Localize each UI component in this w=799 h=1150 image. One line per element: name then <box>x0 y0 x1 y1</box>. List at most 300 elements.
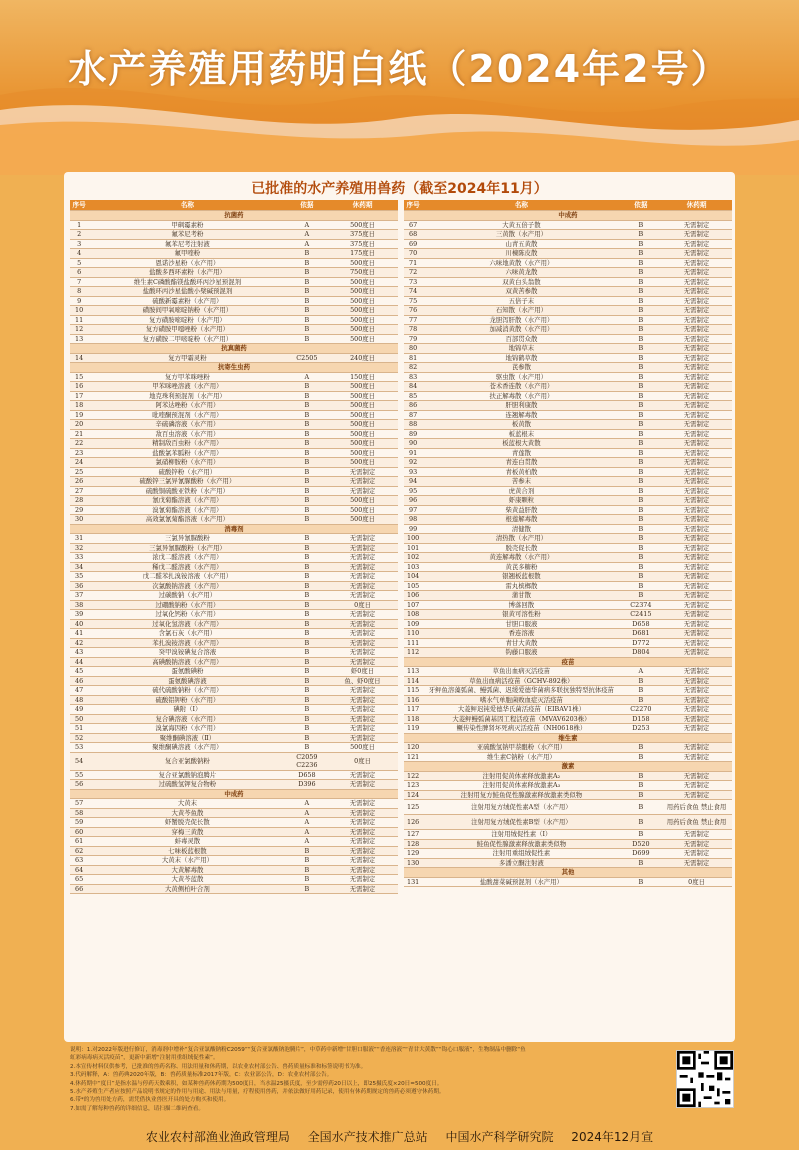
cell-withdrawal: 500度日 <box>327 220 398 230</box>
cell-name: 加减消黄散（水产用） <box>422 325 620 335</box>
cell-basis: B <box>287 287 327 297</box>
cell-name: 大黄芩鱼散 <box>88 808 286 818</box>
cell-basis: B <box>621 686 661 696</box>
cell-name: 稀戊二醛溶液（水产用） <box>88 562 286 572</box>
table-row <box>404 372 732 382</box>
cell-basis: B <box>621 429 661 439</box>
cell-name: 草鱼出血病活疫苗（GCHV-892株） <box>422 676 620 686</box>
cell-name: 戊二醛苯扎溴铵溶液（水产用） <box>88 572 286 582</box>
cell-no: 77 <box>404 315 422 325</box>
cell-no: 118 <box>404 714 422 724</box>
cell-name: 双黄苦参散 <box>422 287 620 297</box>
cell-no: 131 <box>404 877 422 887</box>
cell-no: 96 <box>404 496 422 506</box>
cell-no: 31 <box>70 534 88 544</box>
cell-no: 121 <box>404 752 422 762</box>
cell-withdrawal: 无需制定 <box>661 572 732 582</box>
cell-withdrawal: 无需制定 <box>661 363 732 373</box>
cell-name: 嗜水气单胞菌败血症灭活疫苗 <box>422 695 620 705</box>
cell-basis: B <box>621 877 661 887</box>
cell-withdrawal: 无需制定 <box>661 771 732 781</box>
cell-name: 青连白贯散 <box>422 458 620 468</box>
table-row <box>70 676 398 686</box>
cell-withdrawal: 无需制定 <box>661 410 732 420</box>
cell-name: 牙鲆鱼溶藻弧菌、鳗弧菌、迟缓爱德华菌病多联抗独特型抗体疫苗 <box>422 686 620 696</box>
cell-name: 黄连解毒散（水产用） <box>422 553 620 563</box>
cell-basis: B <box>621 315 661 325</box>
cell-basis: D158 <box>621 714 661 724</box>
cell-no: 21 <box>70 429 88 439</box>
cell-basis: B <box>621 296 661 306</box>
cell-no: 40 <box>70 619 88 629</box>
cell-name: 蛋氨酸碘粉 <box>88 667 286 677</box>
cell-name: 维生素C磷酸酯镁盐酸环丙沙星预混剂 <box>88 277 286 287</box>
cell-withdrawal: 无需制定 <box>661 258 732 268</box>
cell-basis: B <box>287 638 327 648</box>
category-label: 抗真菌药 <box>70 344 398 354</box>
cell-basis: B <box>621 562 661 572</box>
cell-name: 清热散（水产用） <box>422 534 620 544</box>
cell-withdrawal: 无需制定 <box>327 543 398 553</box>
cell-basis: B <box>287 391 327 401</box>
drug-list-panel <box>64 172 735 1042</box>
cell-no: 100 <box>404 534 422 544</box>
cell-basis: B <box>287 856 327 866</box>
cell-no: 74 <box>404 287 422 297</box>
cell-no: 61 <box>70 837 88 847</box>
table-row <box>404 230 732 240</box>
cell-no: 18 <box>70 401 88 411</box>
cell-withdrawal: 无需制定 <box>327 799 398 809</box>
cell-withdrawal: 500度日 <box>327 743 398 753</box>
cell-name: 虾康颗粒 <box>422 496 620 506</box>
table-row <box>404 382 732 392</box>
cell-basis: B <box>287 884 327 894</box>
right-table <box>404 200 732 887</box>
col-header-no: 序号 <box>404 200 422 211</box>
cell-name: 六味地黄散（水产用） <box>422 258 620 268</box>
cell-basis: B <box>287 486 327 496</box>
cell-basis: B <box>621 382 661 392</box>
table-row <box>404 249 732 259</box>
cell-name: 浓戊二醛溶液（水产用） <box>88 553 286 563</box>
cell-basis: B <box>287 553 327 563</box>
cell-basis: B <box>621 287 661 297</box>
cell-no: 94 <box>404 477 422 487</box>
cell-name: 盐酸氯苯胍粉（水产用） <box>88 448 286 458</box>
cell-no: 63 <box>70 856 88 866</box>
table-row <box>404 258 732 268</box>
category-label: 中成药 <box>70 789 398 799</box>
cell-basis: B <box>621 439 661 449</box>
cell-basis: B <box>621 581 661 591</box>
table-row <box>404 648 732 658</box>
cell-withdrawal: 无需制定 <box>661 325 732 335</box>
table-row <box>404 839 732 849</box>
cell-no: 2 <box>70 230 88 240</box>
cell-withdrawal: 无需制定 <box>327 695 398 705</box>
cell-withdrawal: 无需制定 <box>661 714 732 724</box>
cell-withdrawal: 500度日 <box>327 410 398 420</box>
cell-withdrawal: 375度日 <box>327 230 398 240</box>
cell-basis: B <box>621 239 661 249</box>
cell-withdrawal: 175度日 <box>327 249 398 259</box>
cell-name: 过碳酸钠（水产用） <box>88 591 286 601</box>
cell-withdrawal: 240度日 <box>327 353 398 363</box>
cell-name: 山青五黄散 <box>422 239 620 249</box>
col-header-basis: 依据 <box>621 200 661 211</box>
cell-basis: B <box>621 486 661 496</box>
cell-name: 大黄末 <box>88 799 286 809</box>
cell-basis: B <box>287 724 327 734</box>
cell-name: 盐酸多西环素粉（水产用） <box>88 268 286 278</box>
category-row <box>404 211 732 221</box>
cell-basis: B <box>287 695 327 705</box>
cell-withdrawal: 无需制定 <box>661 790 732 800</box>
cell-basis: D253 <box>621 724 661 734</box>
cell-basis: B <box>621 524 661 534</box>
cell-no: 4 <box>70 249 88 259</box>
table-row <box>404 830 732 840</box>
cell-basis: B <box>621 268 661 278</box>
cell-no: 115 <box>404 686 422 696</box>
table-row <box>70 581 398 591</box>
notes-section <box>70 1046 670 1113</box>
table-row <box>70 657 398 667</box>
cell-withdrawal: 无需制定 <box>327 648 398 658</box>
cell-withdrawal: 无需制定 <box>327 884 398 894</box>
table-row <box>404 496 732 506</box>
cell-no: 65 <box>70 875 88 885</box>
table-row <box>404 591 732 601</box>
cell-basis: B <box>621 830 661 840</box>
cell-name: 鳜传染性脾肾坏死病灭活疫苗（NH0618株） <box>422 724 620 734</box>
table-row <box>404 695 732 705</box>
table-row <box>70 865 398 875</box>
cell-name: 甲苯咪唑溶液（水产用） <box>88 382 286 392</box>
cell-no: 39 <box>70 610 88 620</box>
table-row <box>404 458 732 468</box>
cell-no: 68 <box>404 230 422 240</box>
cell-no: 37 <box>70 591 88 601</box>
cell-basis: B <box>621 800 661 815</box>
table-row <box>70 733 398 743</box>
cell-withdrawal: 500度日 <box>327 439 398 449</box>
cell-withdrawal: 无需制定 <box>661 315 732 325</box>
category-label: 激素 <box>404 762 732 772</box>
cell-withdrawal: 无需制定 <box>661 448 732 458</box>
cell-no: 105 <box>404 581 422 591</box>
header-banner <box>0 0 799 175</box>
table-row <box>70 496 398 506</box>
cell-basis: C2059 C2236 <box>287 752 327 770</box>
table-row <box>404 543 732 553</box>
category-label: 其他 <box>404 868 732 878</box>
cell-no: 117 <box>404 705 422 715</box>
cell-no: 124 <box>404 790 422 800</box>
cell-basis: B <box>621 695 661 705</box>
cell-basis: B <box>287 629 327 639</box>
cell-withdrawal: 150度日 <box>327 372 398 382</box>
cell-name: 苍术香连散（水产用） <box>422 382 620 392</box>
cell-no: 64 <box>70 865 88 875</box>
col-header-withdrawal: 休药期 <box>661 200 732 211</box>
note-line: 说明：1.对2022年版进行修订，消毒剂中增补“复合亚氯酸钠粉C2059”“复合亚氯酸钠泡腾片”，中草药中新增“甘胆口服液”“香连溶液”“青甘大黄散”“钩心口服液”，生物制品中删除“鱼 <box>70 1047 526 1053</box>
cell-name: 过硫酸氢钾复合物粉 <box>88 780 286 790</box>
table-row <box>70 553 398 563</box>
cell-no: 89 <box>404 429 422 439</box>
cell-basis: B <box>621 676 661 686</box>
cell-basis: A <box>287 827 327 837</box>
cell-name: 敌百虫溶液（水产用） <box>88 429 286 439</box>
cell-name: 大黄解毒散 <box>88 865 286 875</box>
cell-withdrawal: 500度日 <box>327 401 398 411</box>
cell-withdrawal: 0度日 <box>661 877 732 887</box>
qr-code-graphic <box>677 1051 733 1107</box>
cell-basis: B <box>621 277 661 287</box>
table-row <box>404 781 732 791</box>
cell-withdrawal: 无需制定 <box>661 287 732 297</box>
cell-withdrawal: 500度日 <box>327 448 398 458</box>
cell-name: 板黄散 <box>422 420 620 430</box>
cell-basis: B <box>287 667 327 677</box>
cell-no: 35 <box>70 572 88 582</box>
cell-no: 52 <box>70 733 88 743</box>
cell-basis: B <box>287 648 327 658</box>
cell-basis: B <box>287 477 327 487</box>
table-row <box>70 505 398 515</box>
cell-no: 83 <box>404 372 422 382</box>
cell-basis: B <box>287 296 327 306</box>
table-row <box>404 287 732 297</box>
cell-no: 29 <box>70 505 88 515</box>
cell-basis: A <box>287 239 327 249</box>
cell-no: 78 <box>404 325 422 335</box>
table-row <box>70 600 398 610</box>
cell-withdrawal: 500度日 <box>327 258 398 268</box>
cell-basis: B <box>287 325 327 335</box>
table-row <box>70 315 398 325</box>
cell-no: 87 <box>404 410 422 420</box>
cell-name: 虎黄合剂 <box>422 486 620 496</box>
cell-withdrawal: 无需制定 <box>327 714 398 724</box>
cell-no: 103 <box>404 562 422 572</box>
cell-name: 硫代硫酸钠粉（水产用） <box>88 686 286 696</box>
table-row <box>70 562 398 572</box>
cell-no: 90 <box>404 439 422 449</box>
cell-name: 癸甲溴铵碘复合溶液 <box>88 648 286 658</box>
cell-name: 鲑鱼促性腺激素释放激素类似物 <box>422 839 620 849</box>
cell-name: 板蓝根大黄散 <box>422 439 620 449</box>
cell-name: 大黄芩蓝散 <box>88 875 286 885</box>
col-header-basis: 依据 <box>287 200 327 211</box>
cell-name: 氯硝柳胺粉（水产用） <box>88 458 286 468</box>
table-row <box>404 619 732 629</box>
cell-basis: B <box>287 315 327 325</box>
cell-basis: B <box>287 467 327 477</box>
table-row <box>404 277 732 287</box>
cell-basis: B <box>621 771 661 781</box>
cell-withdrawal: 无需制定 <box>327 733 398 743</box>
cell-basis: B <box>621 458 661 468</box>
cell-withdrawal: 500度日 <box>327 325 398 335</box>
cell-name: 大菱鲆鳗弧菌基因工程活疫苗（MVAV6203株） <box>422 714 620 724</box>
cell-withdrawal: 500度日 <box>327 334 398 344</box>
cell-withdrawal: 无需制定 <box>661 676 732 686</box>
cell-withdrawal: 无需制定 <box>327 562 398 572</box>
cell-name: 地克珠利预混剂（水产用） <box>88 391 286 401</box>
cell-withdrawal: 无需制定 <box>661 638 732 648</box>
table-row <box>70 808 398 818</box>
cell-no: 79 <box>404 334 422 344</box>
cell-basis: B <box>621 467 661 477</box>
table-row <box>404 849 732 859</box>
cell-name: 苯扎溴铵溶液（水产用） <box>88 638 286 648</box>
cell-no: 56 <box>70 780 88 790</box>
table-row <box>70 410 398 420</box>
cell-no: 99 <box>404 524 422 534</box>
cell-basis: D658 <box>287 770 327 780</box>
cell-basis: B <box>621 752 661 762</box>
category-row <box>70 344 398 354</box>
table-row <box>70 230 398 240</box>
cell-name: 高效氯氰菊酯溶液（水产用） <box>88 515 286 525</box>
table-row <box>70 439 398 449</box>
cell-basis: B <box>621 306 661 316</box>
cell-name: 草鱼出血病灭活疫苗 <box>422 667 620 677</box>
cell-name: 六味黄龙散 <box>422 268 620 278</box>
cell-withdrawal: 500度日 <box>327 505 398 515</box>
cell-name: 精制敌百虫粉（水产用） <box>88 439 286 449</box>
cell-no: 17 <box>70 391 88 401</box>
table-row <box>404 515 732 525</box>
table-row <box>70 239 398 249</box>
cell-basis: B <box>287 543 327 553</box>
cell-withdrawal: 无需制定 <box>661 401 732 411</box>
table-row <box>404 743 732 753</box>
cell-basis: D396 <box>287 780 327 790</box>
cell-no: 130 <box>404 858 422 868</box>
cell-name: 氟苯尼考粉 <box>88 230 286 240</box>
cell-name: 青莲散 <box>422 448 620 458</box>
table-row <box>70 268 398 278</box>
cell-withdrawal: 无需制定 <box>661 439 732 449</box>
table-row <box>404 239 732 249</box>
cell-basis: B <box>287 505 327 515</box>
table-row <box>70 353 398 363</box>
table-row <box>404 800 732 815</box>
cell-no: 72 <box>404 268 422 278</box>
cell-basis: B <box>287 733 327 743</box>
cell-name: 硫酸铜硫酸亚铁粉（水产用） <box>88 486 286 496</box>
cell-no: 110 <box>404 629 422 639</box>
table-row <box>70 220 398 230</box>
cell-name: 大菱鲆迟钝爱德华氏菌活疫苗（EIBAV1株） <box>422 705 620 715</box>
cell-no: 70 <box>404 249 422 259</box>
table-row <box>70 458 398 468</box>
cell-withdrawal: 无需制定 <box>327 591 398 601</box>
cell-no: 9 <box>70 296 88 306</box>
col-header-no: 序号 <box>70 200 88 211</box>
cell-basis: B <box>287 515 327 525</box>
left-table-body <box>70 211 398 894</box>
cell-withdrawal: 750度日 <box>327 268 398 278</box>
cell-withdrawal: 用药后食鱼 禁止食用 <box>661 815 732 830</box>
cell-withdrawal: 无需制定 <box>661 648 732 658</box>
table-row <box>404 638 732 648</box>
footer-issuers: 农业农村部渔业渔政管理局 全国水产技术推广总站 中国水产科学研究院 2024年12月宣 <box>145 1130 654 1144</box>
cell-withdrawal: 无需制定 <box>327 629 398 639</box>
cell-basis: B <box>621 505 661 515</box>
cell-basis: B <box>287 562 327 572</box>
cell-basis: D520 <box>621 839 661 849</box>
cell-basis: B <box>287 334 327 344</box>
cell-basis: B <box>621 249 661 259</box>
cell-basis: B <box>287 382 327 392</box>
table-row <box>70 306 398 316</box>
cell-no: 114 <box>404 676 422 686</box>
table-row <box>404 391 732 401</box>
cell-no: 54 <box>70 752 88 770</box>
cell-no: 104 <box>404 572 422 582</box>
cell-withdrawal: 用药后食鱼 禁止食用 <box>661 800 732 815</box>
cell-withdrawal: 无需制定 <box>327 572 398 582</box>
cell-no: 41 <box>70 629 88 639</box>
category-label: 消毒剂 <box>70 524 398 534</box>
cell-basis: B <box>621 781 661 791</box>
cell-basis: B <box>287 572 327 582</box>
cell-no: 32 <box>70 543 88 553</box>
cell-basis: A <box>287 837 327 847</box>
cell-no: 82 <box>404 363 422 373</box>
table-row <box>404 486 732 496</box>
cell-no: 102 <box>404 553 422 563</box>
cell-withdrawal: 无需制定 <box>661 334 732 344</box>
cell-withdrawal: 无需制定 <box>327 686 398 696</box>
cell-basis: B <box>621 743 661 753</box>
cell-withdrawal: 无需制定 <box>661 496 732 506</box>
category-row <box>70 789 398 799</box>
category-row <box>404 657 732 667</box>
table-row <box>70 695 398 705</box>
cell-basis: B <box>287 534 327 544</box>
cell-basis: C2415 <box>621 610 661 620</box>
table-row <box>404 524 732 534</box>
cell-no: 43 <box>70 648 88 658</box>
cell-name: 注射用促黄体素释放激素A₃ <box>422 781 620 791</box>
cell-withdrawal: 500度日 <box>327 496 398 506</box>
panel-title: 已批准的水产养殖用兽药（截至2024年11月） <box>251 181 548 197</box>
table-row <box>70 448 398 458</box>
cell-withdrawal: 无需制定 <box>661 849 732 859</box>
cell-basis: D658 <box>621 619 661 629</box>
cell-no: 101 <box>404 543 422 553</box>
cell-withdrawal: 无需制定 <box>661 353 732 363</box>
cell-name: 雷丸槟榔散 <box>422 581 620 591</box>
cell-name: 甘胆口服液 <box>422 619 620 629</box>
cell-withdrawal: 无需制定 <box>327 657 398 667</box>
qr-code-icon[interactable] <box>676 1050 734 1108</box>
cell-basis: B <box>287 401 327 411</box>
cell-name: 恩诺沙星粉（水产用） <box>88 258 286 268</box>
cell-withdrawal: 无需制定 <box>661 591 732 601</box>
cell-no: 6 <box>70 268 88 278</box>
cell-no: 60 <box>70 827 88 837</box>
cell-basis: B <box>621 391 661 401</box>
cell-name: 博落回散 <box>422 600 620 610</box>
cell-basis: C2374 <box>621 600 661 610</box>
cell-no: 111 <box>404 638 422 648</box>
